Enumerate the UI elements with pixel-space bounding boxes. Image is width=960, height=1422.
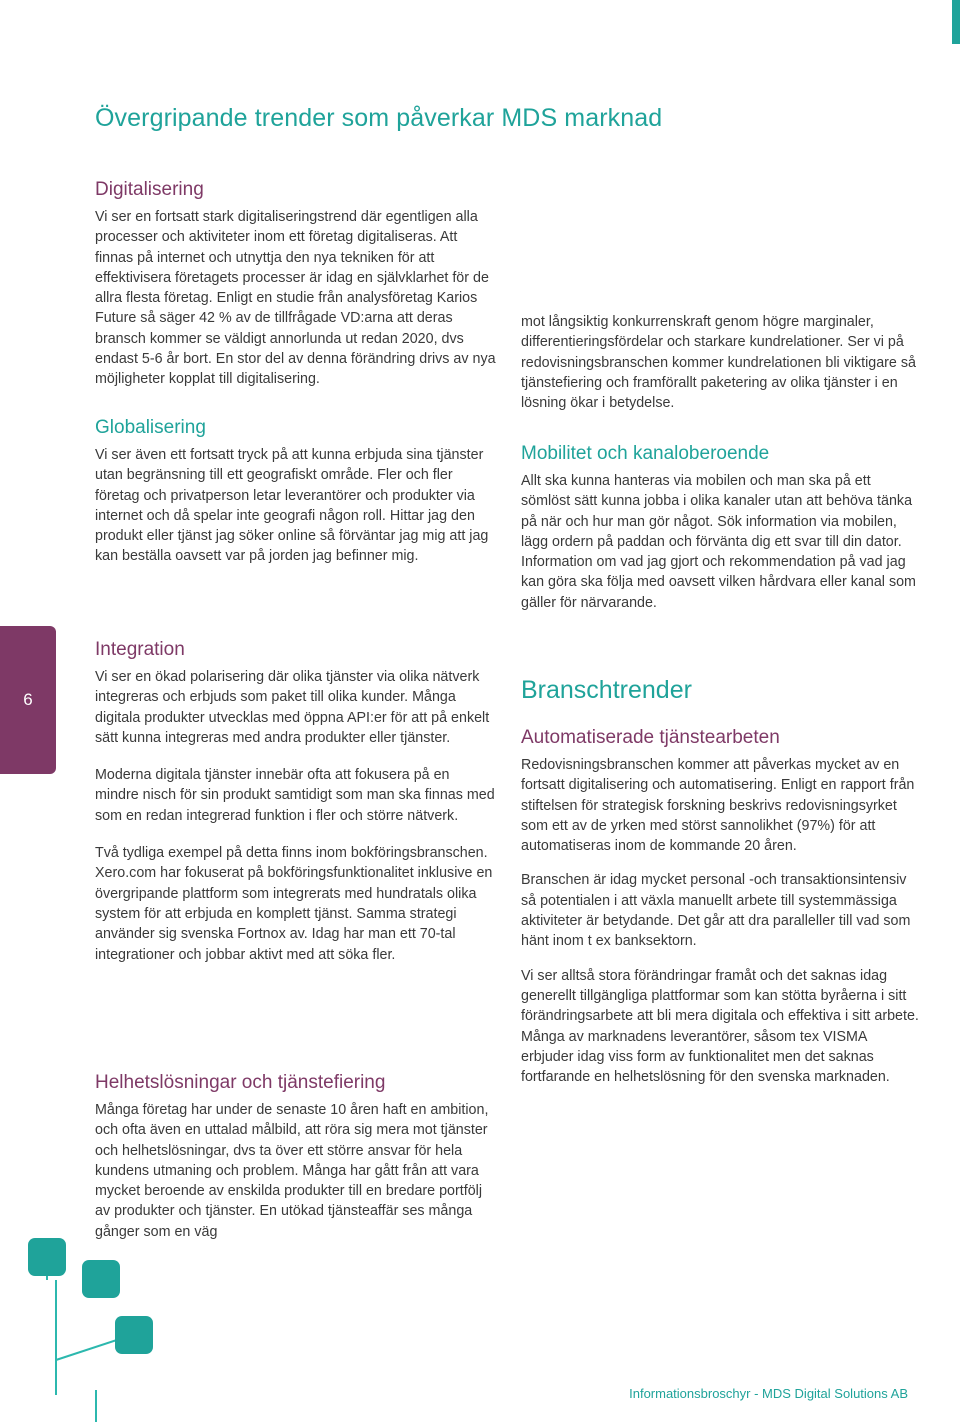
heading-digitalisering: Digitalisering — [95, 179, 204, 200]
heading-mobilitet: Mobilitet och kanaloberoende — [521, 443, 770, 464]
page-number-tab — [0, 626, 56, 774]
section-globalisering — [95, 416, 497, 567]
heading-integration: Integration — [95, 639, 185, 660]
heading-automatiserade: Automatiserade tjänstearbeten — [521, 727, 780, 748]
text-automatiserade-3: Vi ser alltså stora förändringar framåt och det saknas idag generellt tillgängliga plattformar som kan stötta byråerna i sitt förändringsarbete att bli mera digitala och effektiva i sitt arbete. Många av marknadens leverantörer, såsom tex VISMA erbjuder idag viss form av funktionalitet men det saknas fortfarande en helhetslösning för den svenska marknaden. — [521, 967, 919, 1086]
top-accent-strip — [952, 0, 960, 44]
heading-helhet: Helhetslösningar och tjänstefiering — [95, 1072, 386, 1093]
text-automatiserade-1: Redovisningsbranschen kommer att påverkas mycket av en fortsatt digitalisering och automatisering. Enligt en rapport från stiftelsen för strategisk forskning beskrivs redovisningsyrket som ett av de yrken med störst sannolikhet (97%) för att automatiseras inom de kommande 20 åren. — [521, 757, 915, 855]
section-integration — [95, 638, 497, 965]
heading-branschtrender: Branschtrender — [521, 676, 692, 704]
section-automatiserade — [521, 726, 923, 1087]
network-decoration-graphic — [0, 1230, 170, 1422]
text-globalisering: Vi ser även ett fortsatt tryck på att kunna erbjuda sina tjänster utan begränsning till ett geografiskt område. Fler och fler företag och privatperson letar leverantörer och produkter via internet och då spelar inte geografi någon roll. Hittar jag den produkt eller tjänst jag söker online så förväntar jag mig att jag kan beställa oavsett var på jorden jag befinner mig. — [95, 447, 489, 565]
text-digitalisering: Vi ser en fortsatt stark digitaliseringstrend där egentligen alla processer och aktiviteter inom ett företag digitaliseras. Att finnas på internet och utnyttja den nya tekniken för att effektivisera företagets processer är idag en självklarhet för de allra flesta företag. Enligt en studie från analysföretag Karios Future så säger 42 % av de tillfrågade VD:arna att deras bransch kommer se väldigt annorlunda ut redan 2020, dvs endast 5-6 år bort. En stor del av denna förändring drivs av nya möjligheter kopplat till digitalisering. — [95, 209, 496, 388]
text-integration-1: Vi ser en ökad polarisering där olika tjänster via olika nätverk integreras och erbjuds som paket till olika kunder. Många digitala produkter utvecklas med öppna API:er för att på enkelt sätt kunna integreras med andra produkter eller tjänster. — [95, 669, 490, 746]
heading-globalisering: Globalisering — [95, 417, 206, 438]
section-digitalisering — [95, 178, 497, 390]
section-continuation — [521, 312, 923, 413]
text-continuation: mot långsiktig konkurrenskraft genom högre marginaler, differentieringsfördelar och starkare kundrelationer. Ser vi på redovisningsbranschen kommer kundrelationen bli viktigare så tjänstefiering och framförallt paketering av olika tjänster i en lösning ökar i betydelse. — [521, 314, 916, 412]
text-mobilitet: Allt ska kunna hanteras via mobilen och man ska på ett sömlöst sätt kunna jobba i olika kanaler utan att behöva tänka på när och hur man gör något. Sök information via mobilen, lägg ordern på paddan och förvänta dig ett svar till din dator. Information om vad jag gjort och rekommendation på vad jag kan göra ska följa med oavsett vilken hårdvara eller kanal som gäller för närvarande. — [521, 473, 916, 611]
text-helhet: Många företag har under de senaste 10 åren haft en ambition, och ofta även en uttalad målbild, att röra sig mera mot tjänster och helhetslösningar, dvs ta över ett större ansvar för hela kundens utmaning och problem. Många har gått från att vara mycket beroende av enskilda produkter till en bredare portfölj av produkter och tjänster. En utökad tjänsteaffär ses många gånger som en väg — [95, 1102, 489, 1240]
top-bar — [0, 0, 960, 55]
page-title: Övergripande trender som påverkar MDS marknad — [95, 104, 663, 132]
text-integration-2: Moderna digitala tjänster innebär ofta att fokusera på en mindre nisch för sin produkt samtidigt som man ska finnas med som en redan integrerad funktion i fler och större nätverk. — [95, 767, 495, 824]
section-mobilitet — [521, 442, 923, 613]
footer-text: Informationsbroschyr - MDS Digital Solutions AB — [629, 1386, 908, 1401]
section-helhet — [95, 1071, 497, 1242]
text-automatiserade-2: Branschen är idag mycket personal -och transaktionsintensiv så potentialen i att växla manuellt arbete till systemmässiga aktiviteter är betydande. Det går att dra paralleller till vad som hänt inom t ex banksektorn. — [521, 872, 911, 950]
page-number: 6 — [23, 690, 33, 709]
text-integration-3: Två tydliga exempel på detta finns inom bokföringsbranschen. Xero.com har fokuserat på bokföringsfunktionalitet inklusive en övergripande plattform som integrerats med hundratals olika system för att erbjuda en komplett tjänst. Samma strategi använder sig svenska Fortnox av. Idag har man ett 70-tal integrationer och jobbar aktivt med att söka fler. — [95, 845, 493, 963]
